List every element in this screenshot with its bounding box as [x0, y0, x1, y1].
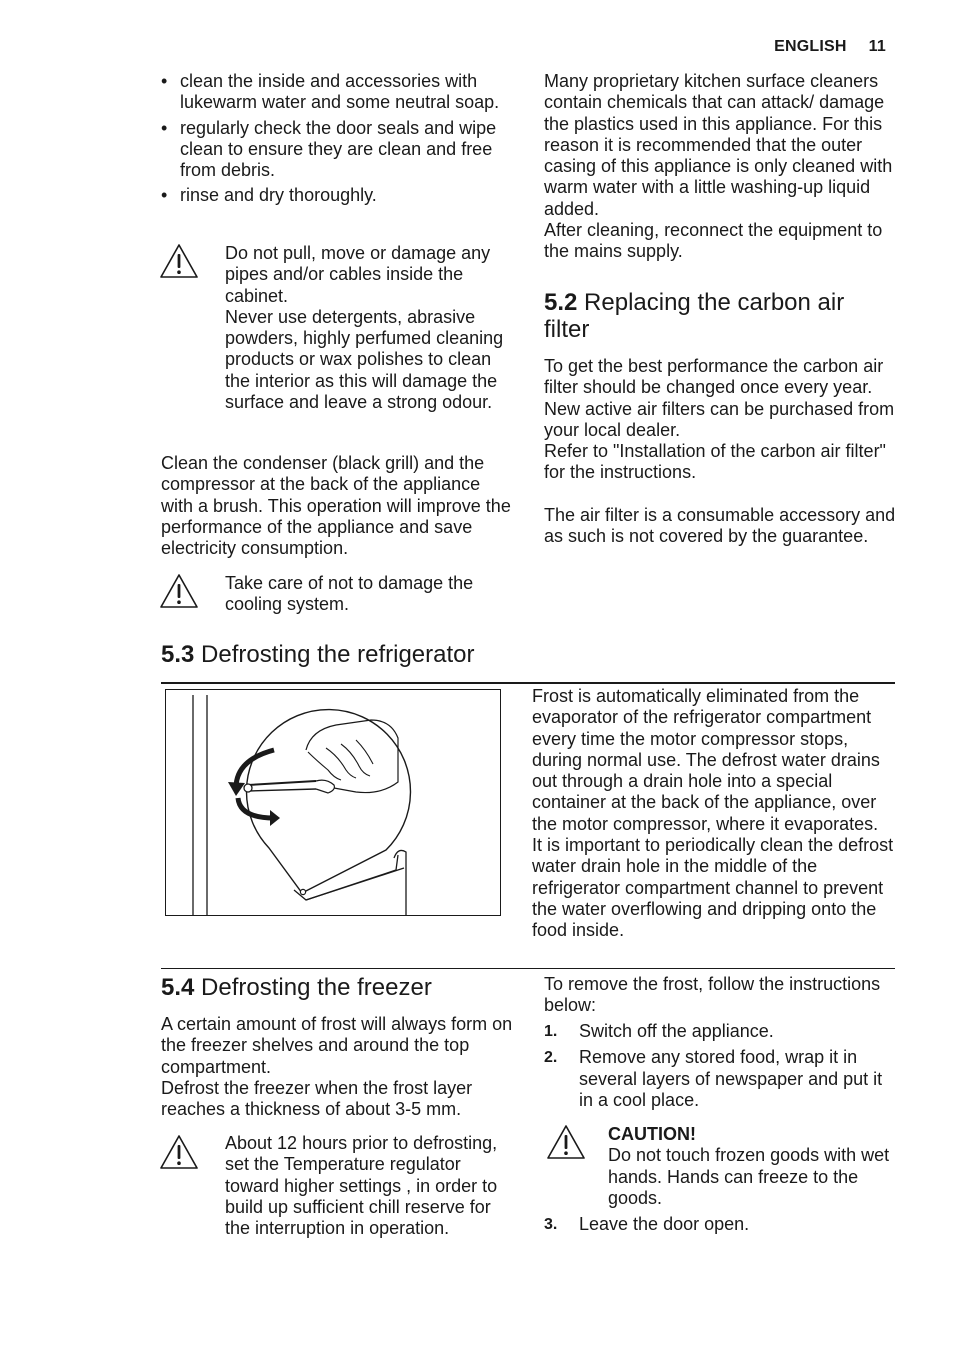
list-item — [544, 1047, 894, 1111]
reconnect-text: After cleaning, reconnect the equipment to the mains supply. — [544, 220, 883, 262]
step-text: Remove any stored food, wrap it in several layers of newspaper and put it in a cool place. — [579, 1047, 883, 1110]
section-5-3-body — [532, 686, 894, 942]
section-divider — [161, 968, 895, 969]
drain-cleaning-illustration-svg — [166, 690, 500, 915]
warning-pipes-cables — [225, 243, 515, 413]
warning-text: Do not pull, move or damage any pipes and/or cables inside the cabinet. — [225, 243, 491, 306]
section-5-4-heading — [161, 974, 521, 1001]
paragraph: It is important to periodically clean the defrost water drain hole in the middle of the refrigerator compartment channel to prevent the water overflowing and dripping onto the food inside. — [532, 835, 894, 941]
section-number: 5.2 — [544, 289, 578, 316]
warning-triangle-icon — [159, 573, 199, 609]
cleaning-paragraph-right — [544, 71, 896, 263]
list-item — [544, 1021, 894, 1042]
language-label: ENGLISH — [774, 38, 847, 55]
caution-text: Do not touch frozen goods with wet hands. Hands can freeze to the goods. — [608, 1145, 890, 1208]
step-text: Leave the door open. — [579, 1214, 750, 1234]
step-number: 1. — [544, 1023, 558, 1040]
paragraph: Frost is automatically eliminated from the evaporator of the refrigerator compartment every time the motor compressor stops, during normal use. The defrost water drains out through a drain hole into a special container at the back of the appliance, over the motor compressor, where it evaporates. — [532, 686, 880, 834]
step-text: Switch off the appliance. — [579, 1021, 774, 1041]
section-5-2-body — [544, 356, 896, 547]
bullet-item: • rinse and dry thoroughly. — [161, 185, 511, 206]
section-number: 5.4 — [161, 974, 195, 1001]
bullet-item: • regularly check the door seals and wipe clean to ensure they are clean and free from debris. — [161, 118, 511, 182]
warning-text: Never use detergents, abrasive powders, highly perfumed cleaning products or wax polishes to clean the interior as this will damage the surface and leave a strong odour. — [225, 306, 504, 413]
paragraph: New active air filters can be purchased from your local dealer. — [544, 398, 895, 440]
section-divider — [161, 682, 895, 684]
paragraph: Defrost the freezer when the frost layer reaches a thickness of about 3-5 mm. — [161, 1077, 473, 1120]
section-title: Replacing the carbon air filter — [544, 289, 845, 343]
freezer-steps-list-1 — [544, 1021, 894, 1111]
section-5-2-heading — [544, 289, 894, 343]
drain-hole-illustration — [165, 689, 501, 916]
page-header — [774, 38, 886, 56]
condenser-paragraph: Clean the condenser (black grill) and the compressor at the back of the appliance with a brush. This operation will improve the performance of the appliance and save electricity consumption. — [161, 453, 511, 559]
caution-title: CAUTION! — [608, 1124, 696, 1144]
cleaning-bullets — [161, 71, 511, 211]
freezer-steps-list-2 — [544, 1214, 894, 1235]
cleaning-text: Many proprietary kitchen surface cleaners contain chemicals that can attack/ damage the plastics used in this appliance. For this reason it is recommended that the outer casing of this appliance is only cleaned with warm water with a little washing-up liquid added. — [544, 71, 893, 219]
warning-triangle-icon — [159, 1134, 199, 1170]
caution-frozen-goods — [608, 1124, 893, 1209]
section-title: Defrosting the refrigerator — [201, 641, 475, 668]
warning-triangle-icon — [159, 243, 199, 279]
warning-temperature-regulator: About 12 hours prior to defrosting, set the Temperature regulator toward higher settings , in order to build up sufficient chill reserve for the interruption in operation. — [225, 1133, 498, 1239]
step-number: 3. — [544, 1216, 558, 1233]
paragraph: Refer to "Installation of the carbon air filter" for the instructions. — [544, 441, 886, 483]
paragraph: To get the best performance the carbon air filter should be changed once every year. — [544, 356, 884, 398]
paragraph: The air filter is a consumable accessory and as such is not covered by the guarantee. — [544, 504, 896, 547]
list-item — [544, 1214, 894, 1235]
warning-triangle-icon — [546, 1124, 586, 1160]
section-5-3-heading — [161, 641, 661, 668]
freezer-instructions-intro: To remove the frost, follow the instructions below: — [544, 974, 881, 1016]
section-number: 5.3 — [161, 641, 195, 668]
warning-cooling-system: Take care of not to damage the cooling system. — [225, 573, 474, 615]
section-5-4-body — [161, 1014, 515, 1120]
paragraph: A certain amount of frost will always form on the freezer shelves and around the top compartment. — [161, 1014, 513, 1077]
page-number: 11 — [868, 38, 886, 55]
step-number: 2. — [544, 1049, 558, 1067]
bullet-item: • clean the inside and accessories with lukewarm water and some neutral soap. — [161, 71, 511, 114]
section-title: Defrosting the freezer — [201, 974, 432, 1001]
